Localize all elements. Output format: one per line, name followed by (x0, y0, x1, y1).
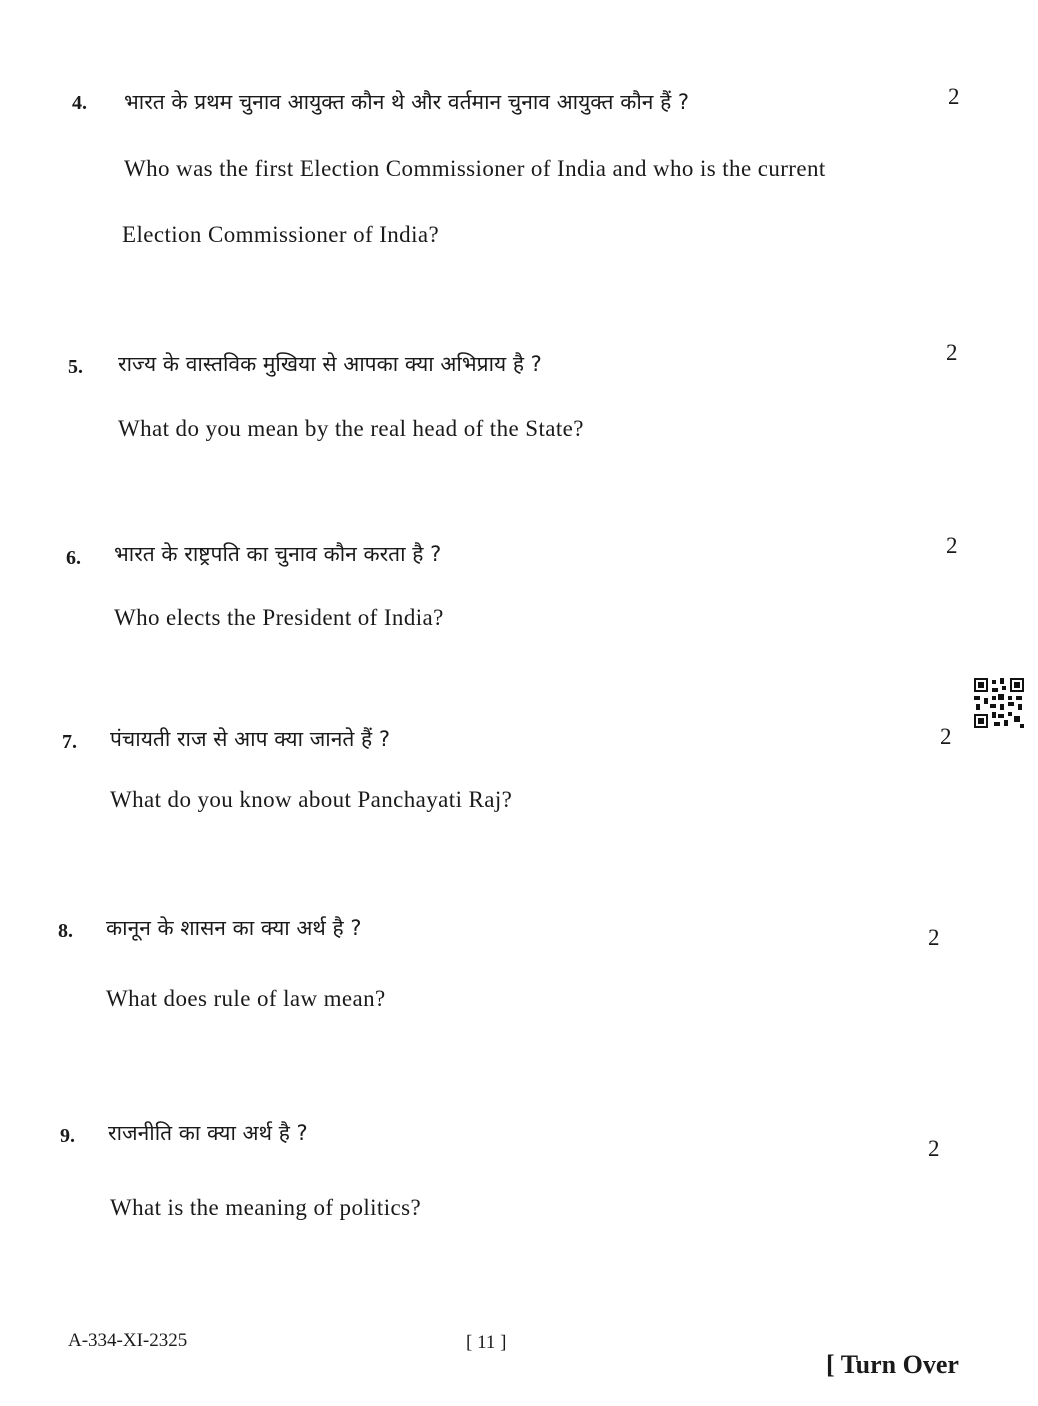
question-8-english: What does rule of law mean? (106, 986, 386, 1011)
question-6-english: Who elects the President of India? (114, 605, 444, 630)
question-6-number: 6. (66, 547, 81, 569)
question-9-english: What is the meaning of politics? (110, 1195, 422, 1220)
question-7-english: What do you know about Panchayati Raj? (110, 787, 513, 812)
qr-code-icon (974, 678, 1024, 728)
turn-over-label: [ Turn Over (826, 1350, 959, 1379)
question-9-number: 9. (60, 1125, 75, 1147)
question-8-hindi: कानून के शासन का क्या अर्थ है ? (106, 916, 362, 940)
question-7-number: 7. (62, 731, 77, 753)
question-4-english-line1: Who was the first Election Commissioner of India and who is the current (124, 156, 826, 181)
question-4-english-line2: Election Commissioner of India? (122, 222, 440, 247)
paper-code: A-334-XI-2325 (68, 1330, 188, 1351)
question-6-hindi: भारत के राष्ट्रपति का चुनाव कौन करता है ? (114, 542, 442, 566)
page-number: [ 11 ] (466, 1332, 507, 1353)
question-8-number: 8. (58, 920, 73, 942)
question-6-marks: 2 (946, 533, 958, 558)
question-9-marks: 2 (928, 1136, 940, 1161)
question-5-hindi: राज्य के वास्तविक मुखिया से आपका क्या अभिप्राय है ? (118, 352, 542, 376)
question-9-hindi: राजनीति का क्या अर्थ है ? (108, 1121, 308, 1145)
question-5-number: 5. (68, 356, 83, 378)
question-5-english: What do you mean by the real head of the State? (118, 416, 584, 441)
question-5-marks: 2 (946, 340, 958, 365)
question-7-marks: 2 (940, 724, 952, 749)
question-4-hindi: भारत के प्रथम चुनाव आयुक्त कौन थे और वर्तमान चुनाव आयुक्त कौन हैं ? (124, 90, 690, 114)
question-4-number: 4. (72, 92, 87, 114)
question-8-marks: 2 (928, 925, 940, 950)
question-4-marks: 2 (948, 84, 960, 109)
question-7-hindi: पंचायती राज से आप क्या जानते हैं ? (110, 727, 391, 751)
